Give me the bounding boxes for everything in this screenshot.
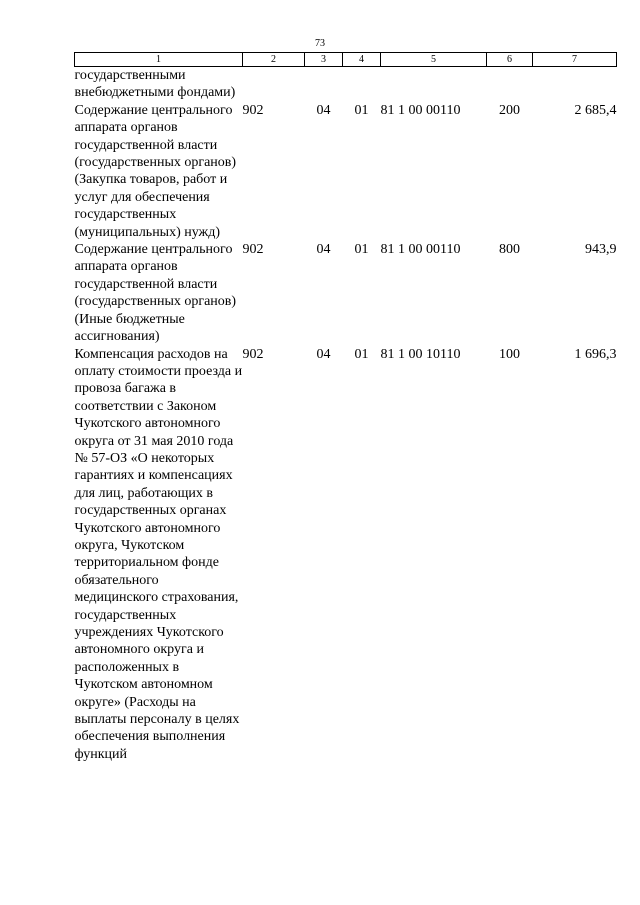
row-section: 04 (316, 346, 331, 362)
row-kind: 800 (499, 242, 520, 258)
row-name: Компенсация расходов на оплату стоимости проезда и провоза багажа в соответствии с Законом Чукотского автономного округа от 31 мая 2010 года № 57-ОЗ «О некоторых гарантиях и компенсациях для лиц, работающих в государственных органах Чукотского автономного округа, Чукотском территориальном фонде обязательного медицинского страхования, государственных учреждениях Чукотского автономного округа и расположенных в Чукотском автономном округе» (Расходы на выплаты персоналу в целях обеспечения выполнения функций (74, 346, 243, 762)
row-kind (487, 67, 533, 102)
page-number: 73 (315, 38, 325, 49)
column-header-section: 3 (305, 53, 343, 67)
table-row (75, 241, 617, 345)
row-kind: 100 (499, 346, 520, 362)
row-target (381, 67, 487, 102)
table-row (75, 102, 617, 241)
row-section: 04 (316, 242, 331, 258)
row-sum: 1 696,3 (574, 346, 617, 362)
row-code: 902 (242, 242, 264, 258)
row-subsection (343, 67, 381, 102)
row-target: 81 1 00 00110 (380, 102, 461, 118)
column-header-subsection: 4 (343, 53, 381, 67)
row-section (305, 67, 343, 102)
header-row (75, 53, 617, 67)
table-body (75, 67, 617, 764)
row-name: Содержание центрального аппарата органов государственной власти (государственных органов) (Закупка товаров, работ и услуг для обеспечения государственных (муниципальных) нужд) (74, 102, 237, 240)
column-header-code: 2 (243, 53, 305, 67)
row-code (243, 67, 305, 102)
row-name: государственными внебюджетными фондами) (74, 68, 236, 101)
column-header-kind: 6 (487, 53, 533, 67)
table-row (75, 346, 617, 764)
table-row (75, 67, 617, 102)
row-subsection: 01 (354, 346, 369, 362)
row-target: 81 1 00 10110 (380, 346, 461, 362)
row-name: Содержание центрального аппарата органов государственной власти (государственных органов) (Иные бюджетные ассигнования) (74, 242, 237, 345)
row-section: 04 (316, 102, 331, 118)
column-header-name: 1 (75, 53, 243, 67)
row-code: 902 (242, 102, 264, 118)
row-sum: 943,9 (585, 242, 617, 258)
row-code: 902 (242, 346, 264, 362)
row-sum (533, 67, 617, 102)
table-header (75, 53, 617, 67)
row-target: 81 1 00 00110 (380, 242, 461, 258)
row-subsection: 01 (354, 242, 369, 258)
row-sum: 2 685,4 (574, 102, 617, 118)
row-subsection: 01 (354, 102, 369, 118)
row-kind: 200 (499, 102, 520, 118)
column-header-target: 5 (381, 53, 487, 67)
column-header-sum: 7 (533, 53, 617, 67)
budget-table (74, 52, 617, 763)
